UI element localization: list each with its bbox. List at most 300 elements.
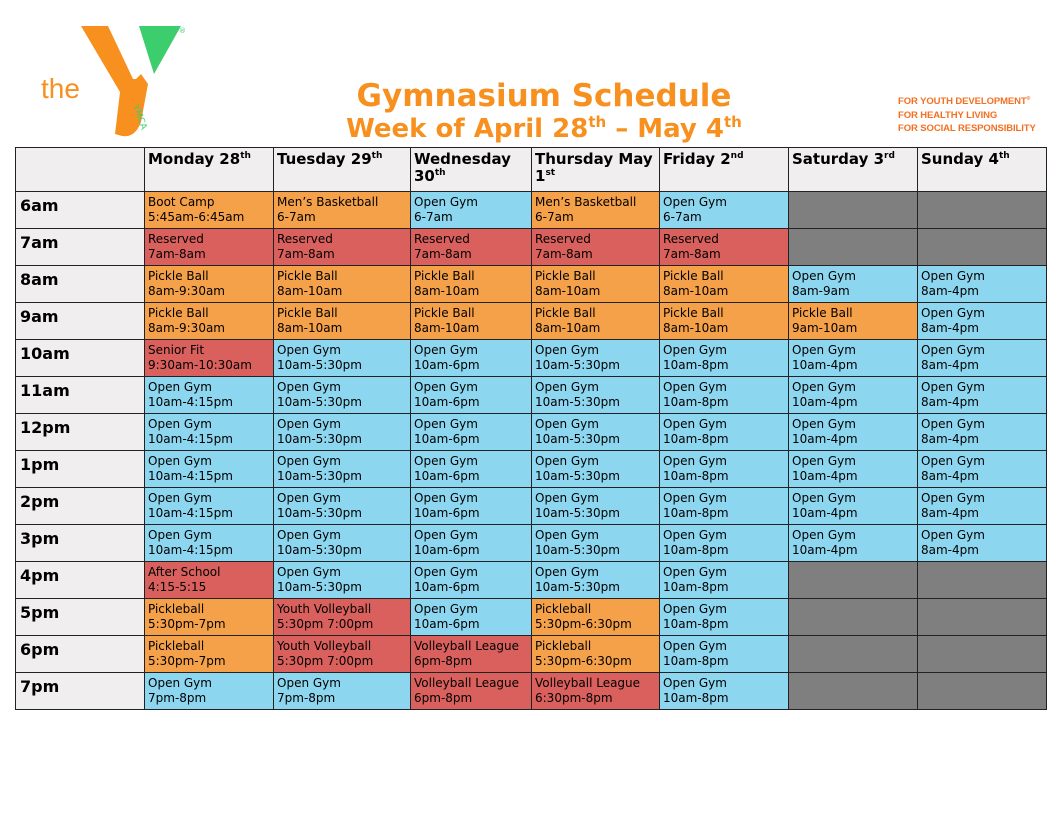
schedule-event-cell (274, 525, 411, 562)
schedule-event-cell (411, 562, 532, 599)
schedule-event-cell (145, 340, 274, 377)
time-label: 6pm (16, 636, 145, 673)
event-time: 10am-8pm (663, 505, 729, 520)
event-name: Open Gym (148, 454, 212, 468)
event-name: Open Gym (663, 417, 727, 431)
event-time: 8am-10am (663, 283, 729, 298)
schedule-event-cell (918, 525, 1047, 562)
schedule-row (16, 414, 1047, 451)
event-name: Open Gym (921, 454, 985, 468)
schedule-event-cell (789, 451, 918, 488)
time-label: 3pm (16, 525, 145, 562)
schedule-row (16, 488, 1047, 525)
schedule-event-cell (532, 340, 660, 377)
schedule-event-cell (660, 377, 789, 414)
schedule-event-cell (411, 599, 532, 636)
schedule-event-cell (660, 414, 789, 451)
schedule-event-cell (660, 562, 789, 599)
event-name: Open Gym (663, 565, 727, 579)
event-time: 10am-6pm (414, 431, 480, 446)
event-time: 5:45am-6:45am (148, 209, 245, 224)
subtitle-part: Week of April 28 (346, 114, 589, 144)
event-name: After School (148, 565, 221, 579)
closed-cell (918, 599, 1047, 636)
event-name: Open Gym (921, 380, 985, 394)
schedule-event-cell (411, 414, 532, 451)
schedule-event-cell (532, 192, 660, 229)
time-label: 2pm (16, 488, 145, 525)
event-time: 7am-8am (414, 246, 472, 261)
event-name: Open Gym (414, 602, 478, 616)
closed-cell (918, 673, 1047, 710)
event-time: 6-7am (663, 209, 702, 224)
schedule-event-cell (411, 266, 532, 303)
schedule-event-cell (660, 266, 789, 303)
schedule-event-cell (145, 562, 274, 599)
event-time: 5:30pm-7pm (148, 653, 226, 668)
event-name: Pickleball (535, 602, 592, 616)
schedule-event-cell (532, 673, 660, 710)
closed-cell (789, 229, 918, 266)
schedule-event-cell (532, 451, 660, 488)
event-time: 8am-9:30am (148, 283, 225, 298)
event-time: 8am-4pm (921, 431, 979, 446)
event-name: Pickle Ball (148, 269, 209, 283)
closed-cell (789, 562, 918, 599)
day-header: Wednesday 30th (411, 148, 532, 192)
event-name: Volleyball League (535, 676, 641, 690)
closed-cell (789, 599, 918, 636)
event-time: 6:30pm-8pm (535, 690, 613, 705)
event-name: Open Gym (921, 343, 985, 357)
event-time: 8am-9:30am (148, 320, 225, 335)
page-title: Gymnasium Schedule (356, 78, 732, 114)
event-time: 8am-9am (792, 283, 850, 298)
schedule-event-cell (411, 192, 532, 229)
event-time: 10am-8pm (663, 357, 729, 372)
day-header: Friday 2nd (660, 148, 789, 192)
event-name: Open Gym (148, 676, 212, 690)
schedule-row (16, 451, 1047, 488)
event-name: Open Gym (277, 676, 341, 690)
schedule-event-cell (789, 488, 918, 525)
event-name: Open Gym (663, 528, 727, 542)
event-time: 10am-6pm (414, 357, 480, 372)
event-time: 10am-5:30pm (277, 579, 362, 594)
schedule-event-cell (274, 192, 411, 229)
event-name: Pickleball (535, 639, 592, 653)
event-name: Open Gym (414, 528, 478, 542)
event-name: Pickle Ball (414, 269, 475, 283)
event-time: 5:30pm-7pm (148, 616, 226, 631)
ymca-y-green-shape (139, 26, 181, 74)
event-time: 10am-4pm (792, 431, 858, 446)
event-name: Open Gym (921, 491, 985, 505)
event-name: Open Gym (535, 417, 599, 431)
event-name: Open Gym (663, 380, 727, 394)
schedule-event-cell (532, 303, 660, 340)
event-time: 4:15-5:15 (148, 579, 207, 594)
schedule-event-cell (660, 636, 789, 673)
schedule-event-cell (274, 673, 411, 710)
schedule-table (15, 147, 1047, 710)
schedule-event-cell (918, 266, 1047, 303)
event-time: 6-7am (535, 209, 574, 224)
ymca-logo (40, 22, 192, 142)
event-name: Open Gym (921, 306, 985, 320)
schedule-event-cell (274, 562, 411, 599)
event-name: Open Gym (535, 380, 599, 394)
event-name: Open Gym (535, 528, 599, 542)
event-time: 7pm-8pm (148, 690, 207, 705)
day-header: Monday 28th (145, 148, 274, 192)
ymca-vertical-text: YMCA (130, 103, 149, 132)
event-time: 10am-8pm (663, 579, 729, 594)
event-name: Pickle Ball (414, 306, 475, 320)
event-time: 8am-4pm (921, 505, 979, 520)
time-label: 4pm (16, 562, 145, 599)
logo-the-text: the (41, 73, 80, 104)
event-time: 10am-5:30pm (277, 505, 362, 520)
schedule-event-cell (789, 340, 918, 377)
schedule-event-cell (411, 303, 532, 340)
event-time: 10am-8pm (663, 431, 729, 446)
schedule-event-cell (145, 377, 274, 414)
closed-cell (789, 192, 918, 229)
schedule-row (16, 636, 1047, 673)
closed-cell (789, 636, 918, 673)
event-name: Open Gym (414, 195, 478, 209)
schedule-event-cell (532, 414, 660, 451)
event-time: 10am-6pm (414, 616, 480, 631)
event-name: Men’s Basketball (277, 195, 379, 209)
event-name: Reserved (535, 232, 591, 246)
event-name: Reserved (148, 232, 204, 246)
event-time: 10am-4:15pm (148, 431, 233, 446)
schedule-event-cell (274, 636, 411, 673)
event-name: Open Gym (792, 491, 856, 505)
event-name: Open Gym (663, 676, 727, 690)
event-time: 8am-10am (277, 283, 343, 298)
event-name: Open Gym (663, 195, 727, 209)
header-row (16, 148, 1047, 192)
day-header: Sunday 4th (918, 148, 1047, 192)
schedule-event-cell (918, 414, 1047, 451)
event-name: Open Gym (148, 380, 212, 394)
schedule-event-cell (145, 599, 274, 636)
event-time: 8am-4pm (921, 357, 979, 372)
event-time: 5:30pm-6:30pm (535, 616, 632, 631)
event-name: Open Gym (921, 528, 985, 542)
event-time: 10am-6pm (414, 394, 480, 409)
schedule-event-cell (660, 599, 789, 636)
event-name: Open Gym (663, 639, 727, 653)
schedule-row (16, 525, 1047, 562)
subtitle-sup: th (588, 113, 607, 131)
day-header: Saturday 3rd (789, 148, 918, 192)
schedule-event-cell (145, 636, 274, 673)
schedule-event-cell (789, 266, 918, 303)
event-name: Volleyball League (414, 676, 520, 690)
schedule-event-cell (918, 340, 1047, 377)
schedule-event-cell (532, 488, 660, 525)
event-name: Reserved (663, 232, 719, 246)
schedule-event-cell (274, 488, 411, 525)
schedule-event-cell (660, 340, 789, 377)
schedule-event-cell (660, 229, 789, 266)
event-time: 6-7am (414, 209, 453, 224)
event-name: Open Gym (792, 269, 856, 283)
event-time: 10am-4pm (792, 357, 858, 372)
schedule-body (16, 192, 1047, 710)
schedule-event-cell (274, 451, 411, 488)
time-label: 12pm (16, 414, 145, 451)
event-name: Open Gym (535, 454, 599, 468)
event-time: 10am-4:15pm (148, 505, 233, 520)
event-name: Reserved (277, 232, 333, 246)
event-name: Youth Volleyball (277, 639, 372, 653)
schedule-event-cell (411, 340, 532, 377)
schedule-event-cell (918, 451, 1047, 488)
schedule-row (16, 340, 1047, 377)
schedule-row (16, 673, 1047, 710)
time-label: 7pm (16, 673, 145, 710)
schedule-row (16, 266, 1047, 303)
event-name: Open Gym (414, 565, 478, 579)
event-time: 10am-8pm (663, 468, 729, 483)
schedule-event-cell (660, 303, 789, 340)
schedule-event-cell (145, 192, 274, 229)
event-time: 8am-4pm (921, 320, 979, 335)
schedule-row (16, 303, 1047, 340)
time-label: 10am (16, 340, 145, 377)
event-time: 10am-8pm (663, 653, 729, 668)
event-time: 10am-4pm (792, 468, 858, 483)
event-name: Men’s Basketball (535, 195, 637, 209)
schedule-event-cell (145, 451, 274, 488)
event-time: 8am-4pm (921, 394, 979, 409)
schedule-event-cell (411, 636, 532, 673)
event-name: Pickleball (148, 639, 205, 653)
schedule-event-cell (274, 377, 411, 414)
schedule-event-cell (660, 488, 789, 525)
schedule-event-cell (532, 636, 660, 673)
event-name: Open Gym (414, 343, 478, 357)
event-time: 9:30am-10:30am (148, 357, 252, 372)
event-name: Pickle Ball (277, 306, 338, 320)
time-label: 6am (16, 192, 145, 229)
event-time: 10am-4:15pm (148, 394, 233, 409)
schedule-event-cell (411, 673, 532, 710)
event-name: Open Gym (148, 491, 212, 505)
event-name: Open Gym (277, 343, 341, 357)
event-time: 10am-8pm (663, 394, 729, 409)
subtitle-sup: th (724, 113, 742, 131)
tagline-line: FOR HEALTHY LIVING (898, 109, 998, 121)
event-time: 10am-5:30pm (535, 505, 620, 520)
tagline-line: FOR SOCIAL RESPONSIBILITY (898, 123, 1036, 134)
logo-registered-mark: ® (179, 27, 186, 35)
schedule-event-cell (532, 562, 660, 599)
page-subtitle (300, 113, 788, 144)
event-name: Open Gym (414, 417, 478, 431)
schedule-event-cell (789, 377, 918, 414)
event-time: 10am-6pm (414, 579, 480, 594)
schedule-event-cell (789, 525, 918, 562)
day-header: Tuesday 29th (274, 148, 411, 192)
schedule-event-cell (411, 229, 532, 266)
closed-cell (918, 229, 1047, 266)
event-name: Open Gym (277, 417, 341, 431)
event-time: 8am-10am (277, 320, 343, 335)
schedule-event-cell (411, 488, 532, 525)
tagline-registered: ® (1026, 96, 1031, 102)
schedule-event-cell (789, 303, 918, 340)
closed-cell (918, 636, 1047, 673)
event-name: Open Gym (535, 565, 599, 579)
event-name: Open Gym (663, 454, 727, 468)
event-time: 5:30pm 7:00pm (277, 653, 374, 668)
closed-cell (789, 673, 918, 710)
schedule-event-cell (411, 525, 532, 562)
event-time: 10am-4pm (792, 505, 858, 520)
schedule-row (16, 192, 1047, 229)
event-name: Open Gym (792, 417, 856, 431)
event-time: 5:30pm-6:30pm (535, 653, 632, 668)
ymca-tagline (898, 93, 1036, 136)
event-name: Open Gym (277, 454, 341, 468)
event-name: Open Gym (277, 528, 341, 542)
event-name: Pickle Ball (792, 306, 853, 320)
event-time: 10am-5:30pm (277, 542, 362, 557)
event-time: 10am-5:30pm (535, 579, 620, 594)
event-time: 9am-10am (792, 320, 858, 335)
event-name: Open Gym (414, 380, 478, 394)
event-name: Youth Volleyball (277, 602, 372, 616)
schedule-event-cell (532, 377, 660, 414)
schedule-event-cell (918, 377, 1047, 414)
event-time: 8am-10am (663, 320, 729, 335)
schedule-event-cell (145, 488, 274, 525)
event-time: 10am-5:30pm (535, 394, 620, 409)
event-time: 10am-5:30pm (277, 431, 362, 446)
closed-cell (918, 192, 1047, 229)
event-time: 10am-4pm (792, 542, 858, 557)
event-time: 8am-10am (414, 320, 480, 335)
event-time: 10am-8pm (663, 542, 729, 557)
schedule-event-cell (532, 525, 660, 562)
event-name: Open Gym (663, 491, 727, 505)
event-time: 7am-8am (663, 246, 721, 261)
event-time: 10am-8pm (663, 616, 729, 631)
event-time: 8am-10am (535, 283, 601, 298)
event-name: Pickle Ball (148, 306, 209, 320)
schedule-event-cell (532, 266, 660, 303)
schedule-row (16, 599, 1047, 636)
event-time: 8am-10am (414, 283, 480, 298)
event-time: 7am-8am (535, 246, 593, 261)
event-time: 8am-10am (535, 320, 601, 335)
event-name: Open Gym (148, 417, 212, 431)
event-name: Pickle Ball (663, 306, 724, 320)
event-time: 10am-5:30pm (277, 357, 362, 372)
event-time: 10am-6pm (414, 468, 480, 483)
event-time: 10am-5:30pm (277, 394, 362, 409)
event-time: 10am-5:30pm (535, 357, 620, 372)
event-name: Open Gym (277, 565, 341, 579)
event-time: 10am-5:30pm (277, 468, 362, 483)
event-time: 7am-8am (277, 246, 335, 261)
time-label: 9am (16, 303, 145, 340)
event-name: Pickle Ball (535, 306, 596, 320)
schedule-event-cell (532, 229, 660, 266)
time-label: 8am (16, 266, 145, 303)
schedule-event-cell (660, 525, 789, 562)
event-name: Open Gym (148, 528, 212, 542)
event-name: Open Gym (792, 343, 856, 357)
event-name: Open Gym (277, 380, 341, 394)
event-name: Open Gym (663, 602, 727, 616)
event-name: Pickleball (148, 602, 205, 616)
schedule-event-cell (660, 451, 789, 488)
event-time: 7pm-8pm (277, 690, 336, 705)
schedule-event-cell (411, 377, 532, 414)
event-time: 10am-8pm (663, 690, 729, 705)
day-header: Thursday May 1st (532, 148, 660, 192)
time-label: 7am (16, 229, 145, 266)
event-name: Open Gym (414, 491, 478, 505)
subtitle-part: – May 4 (606, 114, 724, 144)
schedule-event-cell (918, 303, 1047, 340)
closed-cell (918, 562, 1047, 599)
event-name: Boot Camp (148, 195, 215, 209)
time-label: 1pm (16, 451, 145, 488)
schedule-row (16, 229, 1047, 266)
event-name: Open Gym (792, 380, 856, 394)
event-name: Open Gym (792, 454, 856, 468)
event-name: Open Gym (414, 454, 478, 468)
event-name: Open Gym (921, 417, 985, 431)
schedule-event-cell (274, 414, 411, 451)
event-time: 8am-4pm (921, 283, 979, 298)
schedule-event-cell (274, 303, 411, 340)
schedule-event-cell (918, 488, 1047, 525)
schedule-event-cell (532, 599, 660, 636)
event-name: Open Gym (535, 343, 599, 357)
event-time: 6-7am (277, 209, 316, 224)
event-name: Reserved (414, 232, 470, 246)
event-name: Open Gym (792, 528, 856, 542)
event-time: 6pm-8pm (414, 653, 473, 668)
schedule-event-cell (145, 266, 274, 303)
schedule-event-cell (660, 673, 789, 710)
schedule-row (16, 562, 1047, 599)
corner-cell (16, 148, 145, 192)
schedule-event-cell (789, 414, 918, 451)
event-time: 10am-4:15pm (148, 542, 233, 557)
schedule-event-cell (660, 192, 789, 229)
event-time: 10am-4:15pm (148, 468, 233, 483)
event-time: 10am-5:30pm (535, 542, 620, 557)
schedule-event-cell (145, 414, 274, 451)
event-name: Volleyball League (414, 639, 520, 653)
event-time: 8am-4pm (921, 468, 979, 483)
event-name: Open Gym (535, 491, 599, 505)
event-time: 10am-6pm (414, 505, 480, 520)
schedule-event-cell (145, 303, 274, 340)
time-label: 11am (16, 377, 145, 414)
event-time: 10am-4pm (792, 394, 858, 409)
